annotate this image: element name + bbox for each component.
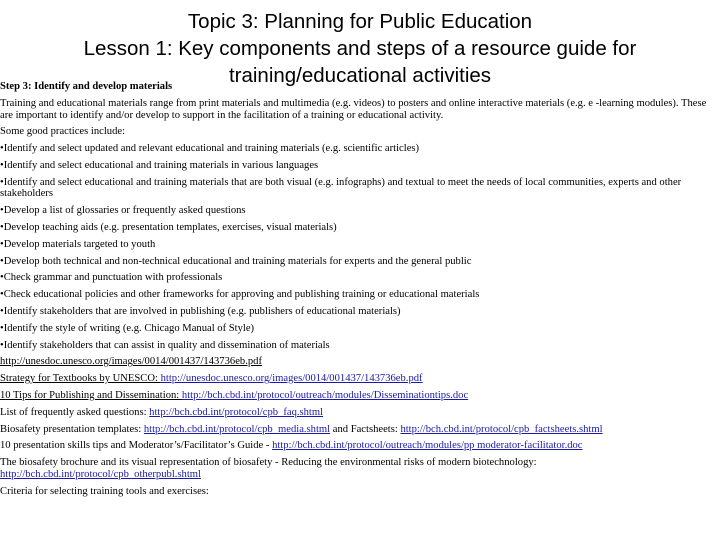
bullet-item: •Identify and select educational and training materials that are both visual (e.g. infographs) and textual to meet the needs of local communities, experts and other stakeholders [0,176,682,200]
step-heading: Step 3: Identify and develop materials [0,81,173,92]
templates-row [0,424,716,436]
strategy-row [0,373,716,385]
practices-heading: Some good practices include: [0,126,126,138]
factsheets-link[interactable]: http://bch.cbd.int/protocol/cpb_factsheets.shtml [400,423,603,435]
templates-label: Biosafety presentation templates: [0,423,144,435]
tips-label: 10 Tips for Publishing and Dissemination: [0,389,182,401]
bullet-item: •Identify the style of writing (e.g. Chicago Manual of Style) [0,322,255,334]
tips-row [0,390,716,402]
strategy-link[interactable]: http://unesdoc.unesco.org/images/0014/001437/143736eb.pdf [160,373,423,385]
unesco-textbook-link[interactable]: http://unesdoc.unesco.org/images/0014/001437/143736eb.pdf [0,356,262,368]
brochure-row [0,457,716,480]
factsheets-label: and Factsheets: [330,423,401,435]
bullet-item: •Develop teaching aids (e.g. presentation templates, exercises, visual materials) [0,221,337,233]
slide-body [0,81,716,502]
faq-link[interactable]: http://bch.cbd.int/protocol/cpb_faq.shtml [149,406,324,418]
resource-link-row [0,356,716,368]
bullet-item: •Develop materials targeted to youth [0,238,156,250]
title-line-1: Topic 3: Planning for Public Education [187,10,533,33]
strategy-label: Strategy for Textbooks by UNESCO: [0,373,161,385]
skills-label: 10 presentation skills tips and Moderator’s/Facilitator’s Guide - [0,440,273,452]
bullet-item: •Identify stakeholders that can assist in quality and dissemination of materials [0,339,330,351]
faq-label: List of frequently asked questions: [0,406,150,418]
bullet-item: •Identify stakeholders that are involved in publishing (e.g. publishers of educational materials) [0,305,401,317]
brochure-label: The biosafety brochure and its visual representation of biosafety - Reducing the environmental risks of modern biotechnology: [0,457,537,469]
bullet-item: •Check educational policies and other frameworks for approving and publishing training or educational materials [0,289,480,301]
bullet-item: •Identify and select updated and relevant educational and training materials (e.g. scientific articles) [0,143,420,155]
title-line-3: training/educational activities [228,64,492,87]
templates-link[interactable]: http://bch.cbd.int/protocol/cpb_media.shtml [143,423,331,435]
bullet-item: •Identify and select educational and training materials in various languages [0,159,319,171]
intro-paragraph: Training and educational materials range from print materials and multimedia (e.g. videos) to posters and online interactive materials (e.g. e -learning modules). These are important to identify and/or develop to support in the facilitation of a training or educational activity. [0,97,707,121]
brochure-link[interactable]: http://bch.cbd.int/protocol/cpb_otherpubl.shtml [0,468,201,480]
bullet-item: •Develop a list of glossaries or frequently asked questions [0,205,246,217]
criteria-row: Criteria for selecting training tools and exercises: [0,485,209,497]
tips-link[interactable]: http://bch.cbd.int/protocol/outreach/modules/Disseminationtips.doc [181,389,469,401]
faq-row [0,407,716,419]
skills-row [0,440,716,452]
bullet-item: •Develop both technical and non-technical educational and training materials for experts and the general public [0,255,472,267]
bullet-item: •Check grammar and punctuation with professionals [0,272,223,284]
title-line-2: Lesson 1: Key components and steps of a resource guide for [83,37,637,60]
skills-link[interactable]: http://bch.cbd.int/protocol/outreach/modules/pp moderator-facilitator.doc [272,440,583,452]
